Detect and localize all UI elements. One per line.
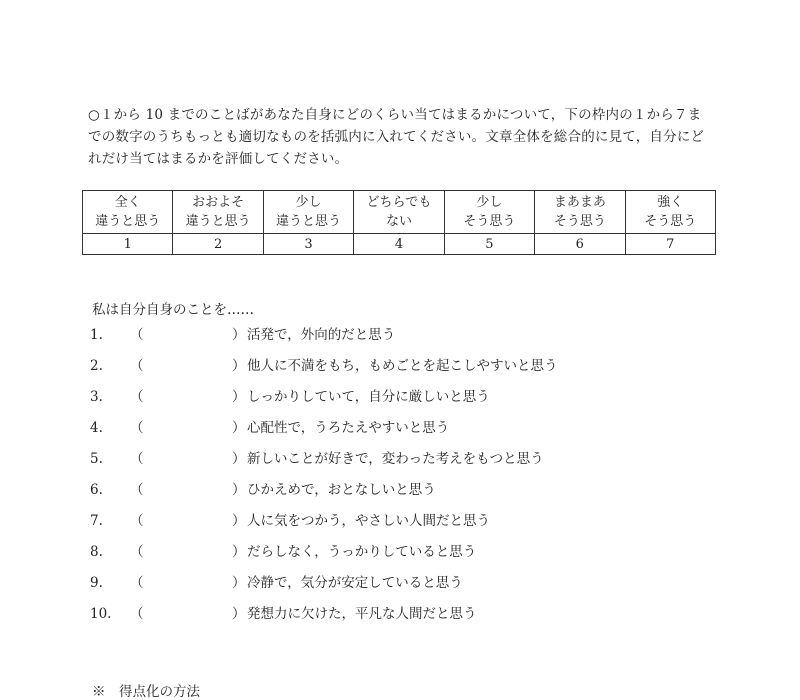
scale-label-6: まあまあ そう思う bbox=[535, 191, 625, 234]
answer-blank-open: （ bbox=[130, 544, 144, 560]
questionnaire-item bbox=[90, 413, 730, 444]
instructions-line: れだけ当てはまるかを評価してください。 bbox=[88, 151, 349, 167]
answer-blank-close: ） bbox=[232, 482, 246, 498]
answer-blank-open: （ bbox=[130, 451, 144, 467]
scale-label-2: おおよそ 違うと思う bbox=[173, 191, 263, 234]
scale-label-1: 全く 違うと思う bbox=[83, 191, 173, 234]
answer-blank-open: （ bbox=[130, 482, 144, 498]
item-number: 5. bbox=[90, 451, 103, 467]
questionnaire-item bbox=[90, 537, 730, 568]
scale-number: 2 bbox=[173, 234, 263, 255]
item-text: 心配性で，うろたえやすいと思う bbox=[247, 420, 450, 436]
answer-blank-close: ） bbox=[232, 606, 246, 622]
answer-blank-open: （ bbox=[130, 327, 144, 343]
item-number: 2. bbox=[90, 358, 103, 374]
answer-blank-close: ） bbox=[232, 389, 246, 405]
questionnaire-item bbox=[90, 320, 730, 351]
answer-blank-open: （ bbox=[130, 389, 144, 405]
answer-blank-close: ） bbox=[232, 513, 246, 529]
answer-blank-close: ） bbox=[232, 420, 246, 436]
questionnaire-item bbox=[90, 475, 730, 506]
scale-label-5: 少し そう思う bbox=[444, 191, 534, 234]
answer-blank-close: ） bbox=[232, 575, 246, 591]
item-number: 8. bbox=[90, 544, 103, 560]
answer-blank-close: ） bbox=[232, 327, 246, 343]
item-text: 他人に不満をもち，もめごとを起こしやすいと思う bbox=[247, 358, 558, 374]
answer-blank-close: ） bbox=[232, 358, 246, 374]
scale-number: 6 bbox=[535, 234, 625, 255]
item-text: 人に気をつかう，やさしい人間だと思う bbox=[247, 513, 490, 529]
item-number: 7. bbox=[90, 513, 103, 529]
answer-blank-open: （ bbox=[130, 513, 144, 529]
questionnaire-item bbox=[90, 351, 730, 382]
scoring-heading: ※ 得点化の方法 bbox=[92, 684, 200, 700]
instructions-line: での数字のうちもっとも適切なものを括弧内に入れてください。文章全体を総合的に見て，自分にど bbox=[88, 129, 705, 145]
answer-blank-close: ） bbox=[232, 544, 246, 560]
item-number: 4. bbox=[90, 420, 103, 436]
item-number: 9. bbox=[90, 575, 103, 591]
scale-numbers-row bbox=[83, 234, 716, 255]
scale-number: 4 bbox=[354, 234, 444, 255]
scale-number: 5 bbox=[444, 234, 534, 255]
question-stem: 私は自分自身のことを…… bbox=[92, 302, 254, 318]
questionnaire-item bbox=[90, 599, 730, 630]
instructions-line: ○１から 10 までのことばがあなた自身にどのくらい当てはまるかについて，下の枠内の１から７ま bbox=[88, 107, 702, 123]
item-text: しっかりしていて，自分に厳しいと思う bbox=[247, 389, 490, 405]
item-number: 6. bbox=[90, 482, 103, 498]
scale-number: 1 bbox=[83, 234, 173, 255]
scale-label-7: 強く そう思う bbox=[625, 191, 715, 234]
questionnaire-item bbox=[90, 506, 730, 537]
scale-label-4: どちらでも ない bbox=[354, 191, 444, 234]
scale-label-3: 少し 違うと思う bbox=[263, 191, 353, 234]
instructions-paragraph bbox=[88, 104, 728, 170]
questionnaire-item bbox=[90, 444, 730, 475]
answer-blank-open: （ bbox=[130, 420, 144, 436]
item-text: 発想力に欠けた，平凡な人間だと思う bbox=[247, 606, 477, 622]
answer-blank-open: （ bbox=[130, 575, 144, 591]
questionnaire-item bbox=[90, 382, 730, 413]
scale-labels-row bbox=[83, 191, 716, 234]
scale-number: 3 bbox=[263, 234, 353, 255]
answer-blank-close: ） bbox=[232, 451, 246, 467]
scale-number: 7 bbox=[625, 234, 715, 255]
questionnaire-item bbox=[90, 568, 730, 599]
item-text: ひかえめで，おとなしいと思う bbox=[247, 482, 436, 498]
item-number: 1. bbox=[90, 327, 103, 343]
questionnaire-items bbox=[90, 320, 730, 630]
rating-scale-table bbox=[82, 190, 716, 255]
answer-blank-open: （ bbox=[130, 358, 144, 374]
item-number: 3. bbox=[90, 389, 103, 405]
item-text: 冷静で，気分が安定していると思う bbox=[247, 575, 463, 591]
item-text: 新しいことが好きで，変わった考えをもつと思う bbox=[247, 451, 544, 467]
item-number: 10. bbox=[90, 606, 112, 622]
item-text: 活発で，外向的だと思う bbox=[247, 327, 396, 343]
answer-blank-open: （ bbox=[130, 606, 144, 622]
item-text: だらしなく，うっかりしていると思う bbox=[247, 544, 477, 560]
